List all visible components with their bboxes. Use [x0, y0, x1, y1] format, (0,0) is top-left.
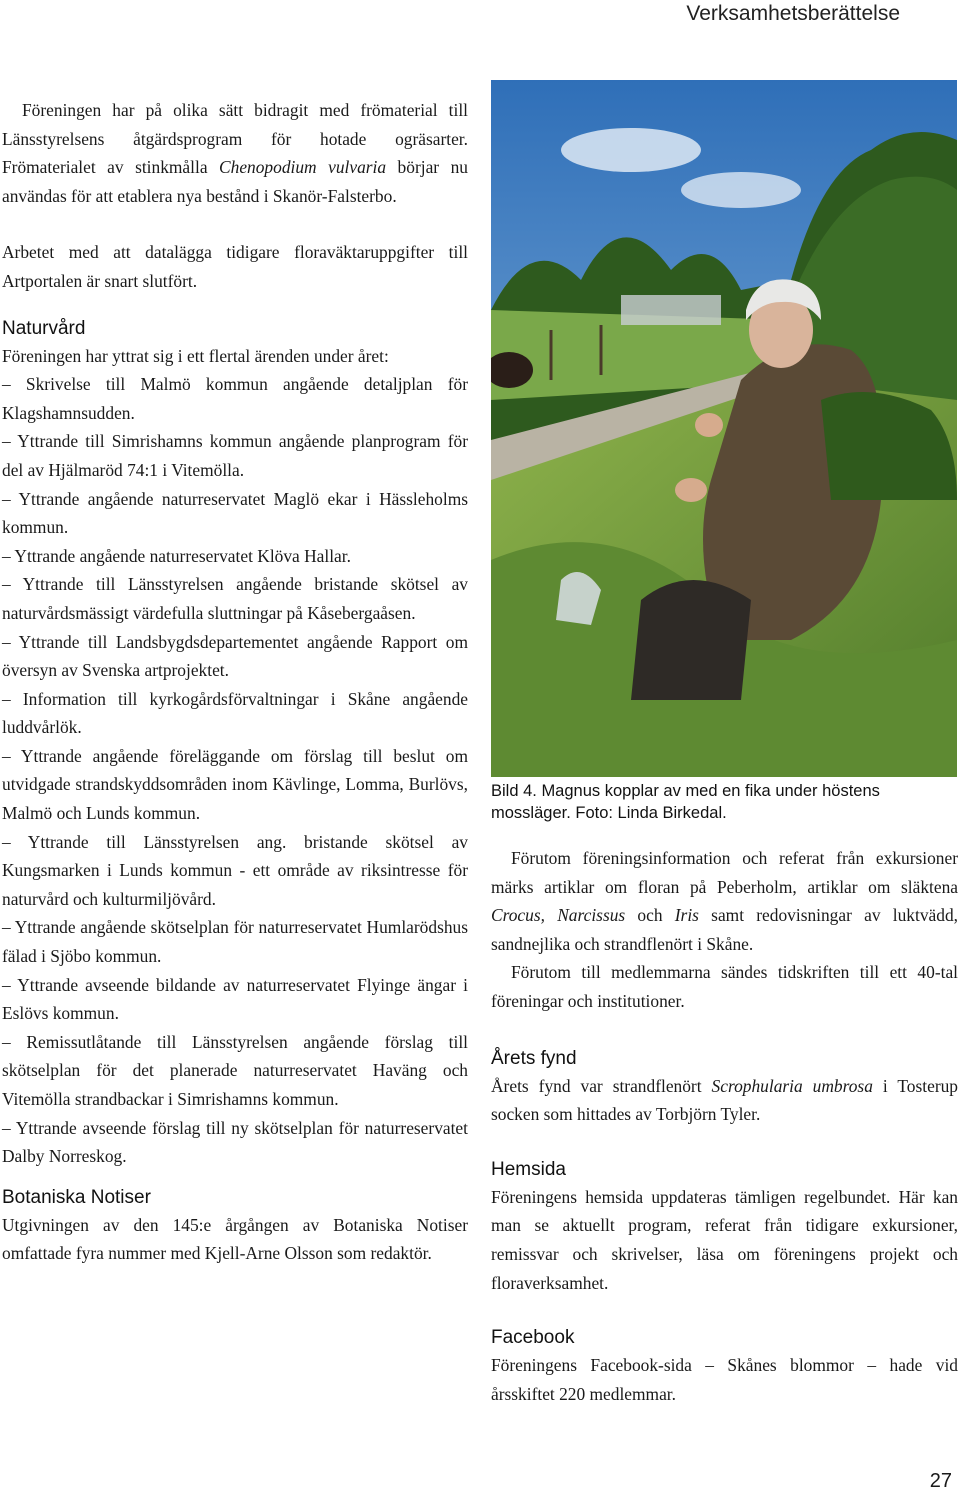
species-name: Scrophularia umbrosa — [711, 1075, 873, 1096]
photo-caption: Bild 4. Magnus kopplar av med en fika under höstens mossläger. Foto: Linda Birkedal. — [491, 782, 880, 822]
list-item: – Yttrande till Länsstyrelsen angående bristande skötsel av naturvårdsmässigt värdefulla sluttningar på Kåsebergaåsen. — [2, 574, 468, 623]
right-paragraph-2: Förutom till medlemmarna sändes tidskriften till ett 40-tal föreningar och institutioner. — [491, 962, 958, 1011]
right-text: och — [625, 905, 675, 926]
arets-fynd-text-b: i Tosterup socken som hittades av Torbjörn Tyler. — [491, 1075, 958, 1125]
list-item: – Yttrande till Simrishamns kommun angående planprogram för del av Hjälmaröd 74:1 i Vitemölla. — [2, 431, 468, 480]
right-paragraph-1 — [491, 844, 958, 958]
list-item: – Yttrande till Landsbygdsdepartementet angående Rapport om översyn av Svenska artprojektet. — [2, 631, 468, 681]
right-text: Förutom föreningsinformation och referat från exkursioner märks artiklar om floran på Peberholm, artiklar om släktena — [491, 848, 958, 897]
list-item: – Yttrande angående föreläggande om förslag till beslut om utvidgade strandskyddsområden inom Kävlinge, Lomma, Burlövs, Malmö och Lunds kommun. — [2, 745, 468, 824]
right-column — [491, 844, 958, 1408]
intro-paragraph-2: Arbetet med att datalägga tidigare floraväktaruppgifter till Artportalen är snart slutfört. — [2, 242, 468, 291]
facebook-text: Föreningens Facebook-sida – Skånes blommor – hade vid årsskiftet 220 medlemmar. — [491, 1355, 958, 1404]
photo-magnus-fika — [491, 80, 957, 777]
page-number: 27 — [929, 1470, 952, 1492]
naturvard-lead: Föreningen har yttrat sig i ett flertal ärenden under året: — [2, 345, 389, 366]
section-heading-naturvard: Naturvård — [2, 317, 86, 339]
running-header: Verksamhetsberättelse — [686, 2, 900, 25]
list-item: – Skrivelse till Malmö kommun angående detaljplan för Klagshamnsudden. — [2, 374, 468, 423]
genus-name: Crocus, — [491, 905, 545, 926]
list-item: – Yttrande angående naturreservatet Maglö ekar i Hässleholms kommun. — [2, 488, 468, 538]
intro-text: Föreningen har på olika sätt bidragit med frömaterial till Länsstyrelsens åtgärdsprogram för hotade ogräsarter. Frömaterialet av stinkmålla — [2, 100, 468, 178]
list-item: – Yttrande angående skötselplan för naturreservatet Humlarödshus fälad i Sjöbo kommun. — [2, 917, 468, 967]
list-item: – Yttrande till Länsstyrelsen ang. bristande skötsel av Kungsmarken i Lunds kommun - ett område av riksintresse för naturvård och kulturmiljövård. — [2, 831, 468, 909]
section-heading-facebook: Facebook — [491, 1327, 575, 1349]
section-heading-arets-fynd: Årets fynd — [491, 1047, 577, 1069]
list-item: – Remissutlåtande till Länsstyrelsen angående förslag till skötselplan för det planerade naturreservatet Haväng och Vitemölla strandbackar i Simrishamns kommun. — [2, 1031, 468, 1109]
left-column — [2, 96, 468, 1268]
list-item: – Information till kyrkogårdsförvaltningar i Skåne angående luddvårlök. — [2, 688, 468, 738]
arets-fynd-text — [491, 1072, 958, 1129]
botaniska-notiser-text: Utgivningen av den 145:e årgången av Botaniska Notiser omfattade fyra nummer med Kjell-Arne Olsson som redaktör. — [2, 1214, 468, 1264]
arets-fynd-text-a: Årets fynd var strandflenört — [491, 1075, 712, 1096]
list-item: – Yttrande avseende bildande av naturreservatet Flyinge ängar i Eslövs kommun. — [2, 974, 468, 1024]
genus-name: Narcissus — [557, 905, 626, 926]
list-item: – Yttrande avseende förslag till ny skötselplan för naturreservatet Dalby Norreskog. — [2, 1117, 468, 1167]
hemsida-text: Föreningens hemsida uppdateras tämligen regelbundet. Här kan man se aktuellt program, referat från tidigare exkursioner, remissvar och skrivelser, läsa om föreningens projekt och floraverksamhet. — [491, 1186, 958, 1293]
intro-paragraph-1 — [2, 96, 468, 210]
section-heading-hemsida: Hemsida — [491, 1158, 566, 1180]
genus-name: Iris — [674, 905, 699, 926]
list-item: – Yttrande angående naturreservatet Klöva Hallar. — [2, 545, 351, 566]
intro-text-end: börjar nu användas för att etablera nya bestånd i Skanör-Falsterbo. — [2, 157, 468, 206]
section-heading-botaniska-notiser: Botaniska Notiser — [2, 1186, 151, 1208]
right-text: samt redovisningar av luktvädd, sandnejlika och strandflenört i Skåne. — [491, 905, 958, 954]
species-name: Chenopodium vulvaria — [219, 157, 387, 178]
